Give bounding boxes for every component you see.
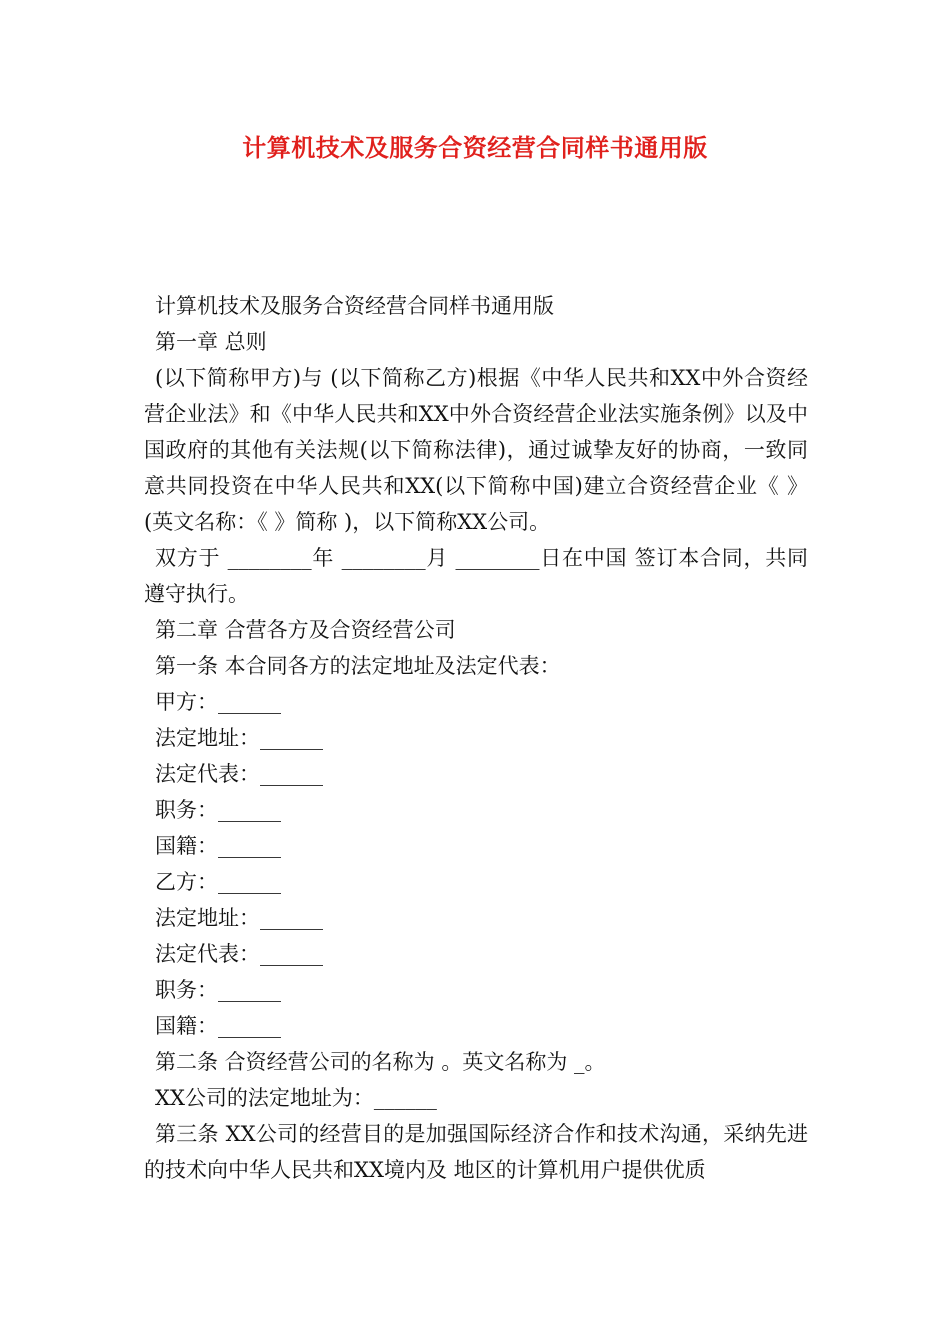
chapter-2-heading: 第二章 合营各方及合资经营公司 <box>155 618 456 642</box>
paragraph-heading: 计算机技术及服务合资经营合同样书通用版 <box>155 294 554 318</box>
paragraph-signing-date: 双方于 ________年 ________月 ________日在中国 签订本合同，共同遵守执行。 <box>144 546 808 606</box>
paragraph-preamble: (以下简称甲方)与 (以下简称乙方)根据《中华人民共和XX中外合资经营企业法》和《中华人民共和XX中外合资经营企业法实施条例》以及中国政府的其他有关法规(以下简称法律)，通过诚挚友好的协商，一致同意共同投资在中华人民共和XX(以下简称中国)建立合资经营企业《 》(英文名称：《 》简称 )，以下简称XX公司。 <box>144 366 808 534</box>
party-b-representative-field: 法定代表：______ <box>155 942 323 966</box>
party-b-address-field: 法定地址：______ <box>155 906 323 930</box>
party-b-field: 乙方：______ <box>155 870 281 894</box>
party-a-representative-field: 法定代表：______ <box>155 762 323 786</box>
party-a-nationality-field: 国籍：______ <box>155 834 281 858</box>
document-title: 计算机技术及服务合资经营合同样书通用版 <box>242 133 708 162</box>
party-b-position-field: 职务：______ <box>155 978 281 1002</box>
party-a-field: 甲方：______ <box>155 690 281 714</box>
document-body <box>144 288 808 1188</box>
party-a-position-field: 职务：______ <box>155 798 281 822</box>
article-3: 第三条 XX公司的经营目的是加强国际经济合作和技术沟通，采纳先进的技术向中华人民共和XX境内及 地区的计算机用户提供优质 <box>144 1122 808 1182</box>
company-address-field: XX公司的法定地址为：______ <box>155 1086 437 1110</box>
chapter-1-heading: 第一章 总则 <box>155 330 267 354</box>
article-1: 第一条 本合同各方的法定地址及法定代表： <box>155 654 561 678</box>
party-a-address-field: 法定地址：______ <box>155 726 323 750</box>
article-2: 第二条 合资经营公司的名称为 。英文名称为 _。 <box>155 1050 606 1074</box>
party-b-nationality-field: 国籍：______ <box>155 1014 281 1038</box>
